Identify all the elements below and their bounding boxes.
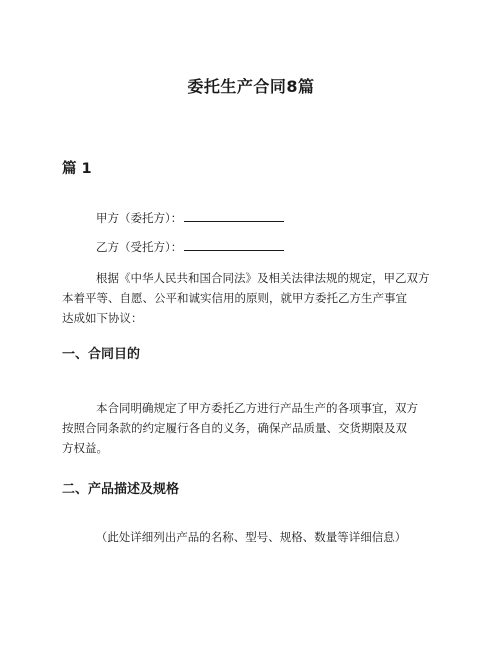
document-title: 委托生产合同8篇 [187, 77, 315, 96]
party-a-blank [184, 208, 284, 222]
intro-paragraph [62, 268, 442, 328]
article-paragraph [62, 398, 442, 458]
intro-line: 根据《中华人民共和国合同法》及相关法律法规的规定，甲乙双方 [96, 271, 430, 285]
article-heading: 一、合同目的 [62, 347, 141, 362]
party-b-line [96, 237, 284, 257]
party-a-line [96, 208, 284, 228]
party-b-blank [184, 237, 284, 251]
section-heading: 篇 1 [62, 161, 92, 177]
article-heading: 二、产品描述及规格 [62, 482, 180, 497]
article-line: 方权益。 [62, 441, 108, 455]
party-a-label: 甲方（委托方）： [96, 211, 183, 225]
intro-line: 本着平等、自愿、公平和诚实信用的原则，就甲方委托乙方生产事宜 [62, 291, 407, 305]
party-b-label: 乙方（受托方）： [96, 240, 183, 254]
article-line: 按照合同条款的约定履行各自的义务，确保产品质量、交货期限及双 [62, 421, 407, 435]
intro-line: 达成如下协议： [62, 311, 143, 325]
article-line: 本合同明确规定了甲方委托乙方进行产品生产的各项事宜，双方 [96, 401, 418, 415]
article-note: （此处详细列出产品的名称、型号、规格、数量等详细信息） [95, 530, 407, 544]
